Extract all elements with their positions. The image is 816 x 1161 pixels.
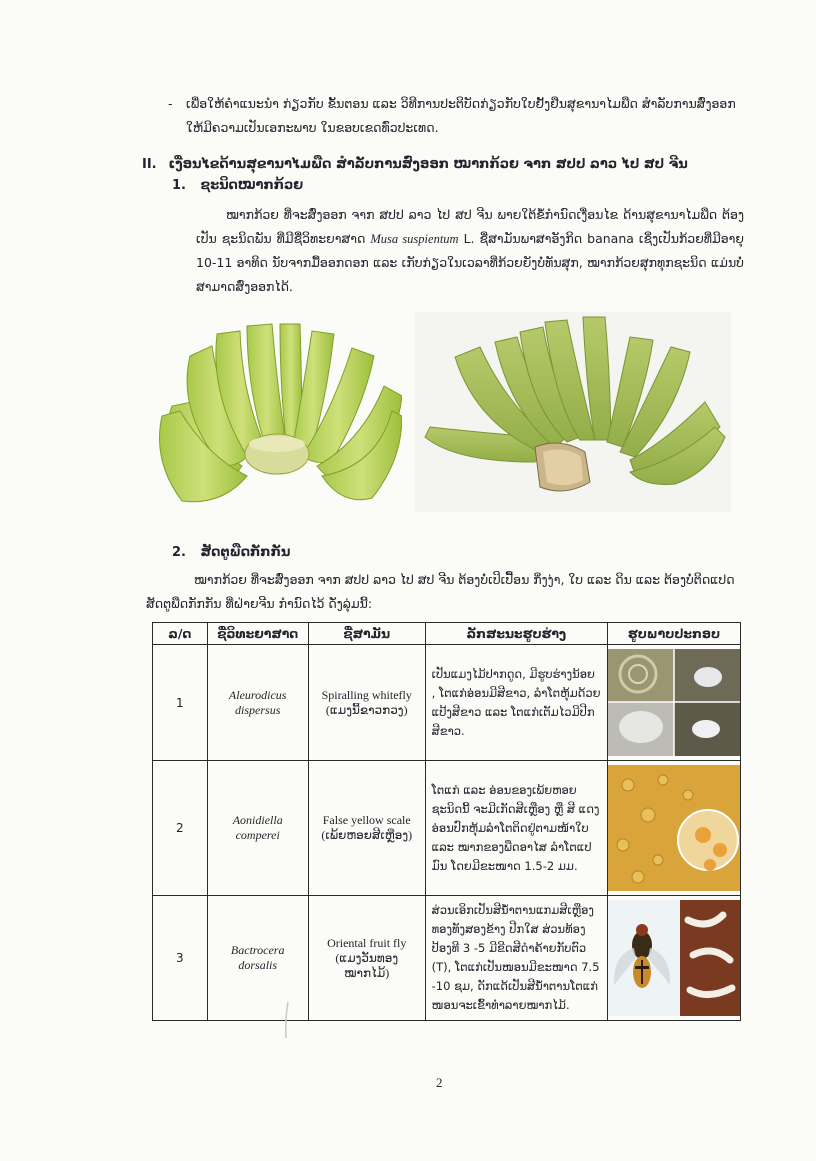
- quarantine-pest-table: [152, 622, 741, 1021]
- common-name-lo: (ແມງວັນທອງ: [335, 950, 399, 965]
- common-name-lo: (ເພ້ຍຫອຍສີເຫຼືອງ): [321, 828, 413, 842]
- row-scientific-name: [207, 896, 308, 1021]
- sci-name-genus: Aleurodicus: [228, 687, 287, 702]
- para1-part-b: L. ຊື່ສາມັນພາສາອັງກິດ banana ເຊິ່ງເປັນກ້ວຍທີ່ມີອາຍຸ 10-11 ອາທິດ ນັບຈາກມື້ອອກດອກ ແລະ ເກັບກ່ຽວໃນເວລາທີ່ກ້ວຍຍັງບໍ່ທັນສຸກ, ໝາກກ້ວຍສຸກທຸກຊະນິດ ແມ່ນບໍ່ສາມາດສົ່ງອອກໄດ້.: [196, 231, 745, 294]
- common-name-en: False yellow scale: [322, 813, 411, 827]
- row-description: ເປັນແມງໄມ້ປາກດູດ, ມີຮູບຮ່າງນ້ອຍ , ໂຕແກ່ອ່ອນມີສີຂາວ, ລຳໂຕຫຸ້ມດ້ວຍແປ້ງສີຂາວ ແລະ ໂຕແກ່ເຕັມໄວມີປີກສີຂາວ.: [425, 645, 607, 761]
- common-name-en: Spiralling whitefly: [321, 687, 412, 702]
- banana-hand-photo-front: [152, 316, 402, 506]
- row-number: 1: [153, 645, 208, 761]
- table-header-row: [153, 623, 741, 645]
- subsection-1-title: ຊະນິດໝາກກ້ວຍ: [200, 178, 304, 193]
- para1-part-a: ໝາກກ້ວຍ ທີ່ຈະສົ່ງອອກ ຈາກ ສປປ ລາວ ໄປ ສປ ຈີນ ພາຍໃຕ້ຂໍ້ກຳນົດເງື່ອນໄຂ ດ້ານສຸຂານາໄມພືດ ຕ້ອງເປັນ ຊະນິດພັນ ທີ່ມີຊື່ວິທະຍາສາດ: [196, 207, 744, 246]
- row-number: 3: [153, 896, 208, 1021]
- row-common-name: [308, 645, 425, 761]
- row-common-name: [308, 761, 425, 896]
- section-number: II.: [142, 157, 157, 172]
- subsection-1-number: 1.: [172, 178, 186, 193]
- sci-name-species: comperei: [235, 828, 280, 842]
- header-no: ລ/ດ: [153, 623, 208, 645]
- row-number: 2: [153, 761, 208, 896]
- row-photo-scale: [607, 761, 740, 896]
- scientific-name: Musa suspientum: [370, 232, 459, 246]
- bullet-text: ເພື່ອໃຫ້ຄຳແນະນຳ ກ່ຽວກັບ ຂັ້ນຕອນ ແລະ ວິທີການປະຕິບັດກ່ຽວກັບໃບຢັ້ງຢືນສຸຂານາໄມພືດ ສຳລັບການສົ່ງອອກ ໃຫ້ມີຄວາມເປັນເອກະພາບ ໃນຂອບເຂດທົ່ວປະເທດ.: [186, 96, 736, 135]
- table-row: [153, 896, 741, 1021]
- section-heading: [142, 155, 752, 175]
- row-description: ໂຕແກ່ ແລະ ອ່ອນຂອງເພ້ຍຫອຍຊະນິດນີ້ ຈະມີເກັດສີເຫຼືອງ ຫຼື ສີ ແດງ ອ່ອນປົກຫຸ້ມລຳໂຕຕິດຢູ່ຕາມໜ້າໃບ ແລະ ໝາກຂອງພືດອາໄສ ລຳໂຕແປມົນ ໂດຍມີຂະໜາດ 1.5-2 ມມ.: [425, 761, 607, 896]
- common-name-lo: (ແມງນີ້ຂາວກວງ): [325, 702, 408, 717]
- banana-hand-photo-back: [415, 312, 731, 512]
- header-scientific-name: ຊື່ວິທະຍາສາດ: [207, 623, 308, 645]
- page-number: 2: [436, 1075, 443, 1090]
- row-scientific-name: [207, 761, 308, 896]
- para2-text: ໝາກກ້ວຍ ທີ່ຈະສົ່ງອອກ ຈາກ ສປປ ລາວ ໄປ ສປ ຈີນ ຕ້ອງບໍ່ເປິເປື້ອນ ກິ່ງງ່າ, ໃບ ແລະ ດິນ ແລະ ຕ້ອງບໍ່ຕິດແປດສັດຕູພືດກັກກັນ ທີ່ຝ່າຍຈີນ ກຳນົດໄວ້ ດັ່ງລຸ່ມນີ້:: [146, 572, 735, 611]
- intro-bullet: [168, 92, 748, 140]
- row-photo-whitefly: [607, 645, 740, 761]
- row-description: ສ່ວນເອິກເປັນສີນ້ຳຕານແກມສີເຫຼືອງ ທອງທັງສອງຂ້າງ ປີກໃສ ສ່ວນທ້ອງ ປ້ອງທີ 3 -5 ມີຂີດສີດຳຄ້າຍກັບຕົວ (T), ໂຕແກ່ເປັນໜອນມີຂະໜາດ 7.5 -10 ຊມ, ດັກແດ້ເປັນສີນ້ຳຕານໂຕແກ່ໜອນຈະເຂົ້າທຳລາຍໝາກໄມ້.: [425, 896, 607, 1021]
- table-row: [153, 761, 741, 896]
- subsection-2-title: ສັດຕູພືດກັກກັນ: [200, 545, 291, 560]
- table-row: [153, 645, 741, 761]
- subsection-2-heading: [172, 545, 290, 560]
- header-description: ລັກສະນະຮູບຮ່າງ: [425, 623, 607, 645]
- common-name-en: Oriental fruit fly: [327, 935, 407, 950]
- banana-variety-paragraph: [196, 203, 744, 299]
- row-scientific-name: [207, 645, 308, 761]
- bullet-dash: -: [168, 96, 173, 111]
- subsection-2-number: 2.: [172, 545, 186, 560]
- sci-name-genus: Bactrocera: [230, 943, 285, 957]
- header-illustration: ຮູບພາບປະກອບ: [607, 623, 740, 645]
- quarantine-pests-paragraph: [146, 568, 746, 616]
- section-title: ເງື່ອນໄຂດ້ານສຸຂານາໄມພືດ ສຳລັບການສົ່ງອອກ ໝາກກ້ວຍ ຈາກ ສປປ ລາວ ໄປ ສປ ຈີນ: [168, 157, 688, 172]
- scan-smudge: [282, 1000, 292, 1040]
- sci-name-species: dorsalis: [238, 958, 278, 972]
- row-photo-fruit-fly: [607, 896, 740, 1021]
- sci-name-species: dispersus: [235, 702, 281, 717]
- sci-name-genus: Aonidiella: [232, 813, 283, 827]
- common-name-lo-2: ໝາກໄມ້): [344, 965, 390, 980]
- header-common-name: ຊື່ສາມັນ: [308, 623, 425, 645]
- subsection-1-heading: [172, 178, 303, 193]
- row-common-name: [308, 896, 425, 1021]
